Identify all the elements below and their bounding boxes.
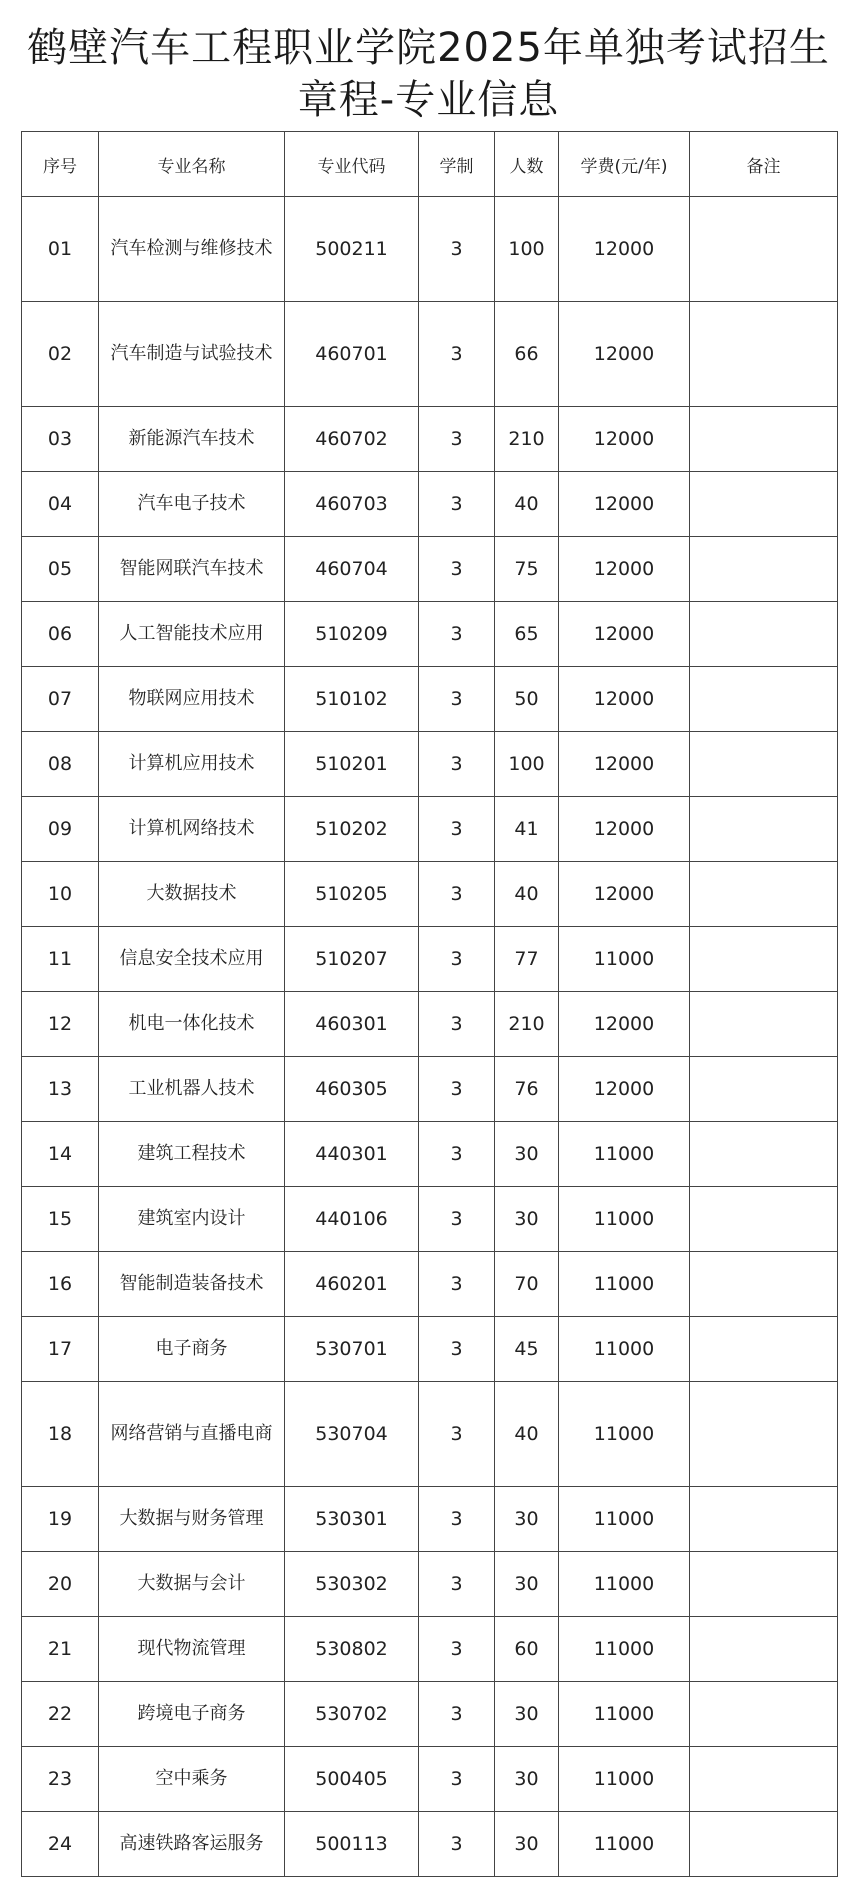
cell-fee: 11000 xyxy=(559,1552,690,1617)
cell-count: 60 xyxy=(495,1617,559,1682)
cell-major-name: 汽车制造与试验技术 xyxy=(99,302,285,407)
cell-fee: 12000 xyxy=(559,407,690,472)
cell-note xyxy=(690,602,838,667)
cell-major-name: 大数据技术 xyxy=(99,862,285,927)
cell-major-code: 460701 xyxy=(285,302,419,407)
cell-major-name: 网络营销与直播电商 xyxy=(99,1382,285,1487)
cell-years: 3 xyxy=(419,197,495,302)
cell-major-code: 530802 xyxy=(285,1617,419,1682)
cell-no: 16 xyxy=(22,1252,99,1317)
cell-note xyxy=(690,797,838,862)
table-row xyxy=(22,1552,838,1617)
cell-no: 07 xyxy=(22,667,99,732)
cell-major-name: 现代物流管理 xyxy=(99,1617,285,1682)
cell-years: 3 xyxy=(419,862,495,927)
cell-years: 3 xyxy=(419,1252,495,1317)
cell-count: 30 xyxy=(495,1187,559,1252)
header-no: 序号 xyxy=(22,132,99,197)
cell-no: 06 xyxy=(22,602,99,667)
cell-fee: 11000 xyxy=(559,1382,690,1487)
cell-fee: 12000 xyxy=(559,667,690,732)
cell-years: 3 xyxy=(419,1552,495,1617)
cell-major-code: 460704 xyxy=(285,537,419,602)
cell-no: 13 xyxy=(22,1057,99,1122)
table-row xyxy=(22,302,838,407)
cell-major-name: 智能制造装备技术 xyxy=(99,1252,285,1317)
cell-note xyxy=(690,537,838,602)
cell-count: 75 xyxy=(495,537,559,602)
page-title-line-1: 鹤壁汽车工程职业学院2025年单独考试招生 xyxy=(27,25,830,71)
cell-count: 40 xyxy=(495,472,559,537)
cell-note xyxy=(690,992,838,1057)
cell-major-code: 510205 xyxy=(285,862,419,927)
cell-years: 3 xyxy=(419,302,495,407)
cell-note xyxy=(690,1747,838,1812)
table-row xyxy=(22,1252,838,1317)
cell-fee: 12000 xyxy=(559,732,690,797)
table-row xyxy=(22,992,838,1057)
cell-no: 17 xyxy=(22,1317,99,1382)
cell-major-code: 500113 xyxy=(285,1812,419,1877)
cell-fee: 12000 xyxy=(559,302,690,407)
cell-count: 76 xyxy=(495,1057,559,1122)
cell-major-code: 510201 xyxy=(285,732,419,797)
cell-note xyxy=(690,1252,838,1317)
cell-major-code: 460301 xyxy=(285,992,419,1057)
cell-no: 18 xyxy=(22,1382,99,1487)
cell-years: 3 xyxy=(419,1617,495,1682)
cell-note xyxy=(690,732,838,797)
cell-count: 50 xyxy=(495,667,559,732)
cell-major-name: 物联网应用技术 xyxy=(99,667,285,732)
cell-major-code: 530702 xyxy=(285,1682,419,1747)
table-row xyxy=(22,197,838,302)
cell-no: 12 xyxy=(22,992,99,1057)
cell-no: 19 xyxy=(22,1487,99,1552)
table-row xyxy=(22,862,838,927)
cell-count: 30 xyxy=(495,1552,559,1617)
table-row xyxy=(22,1617,838,1682)
cell-fee: 12000 xyxy=(559,1057,690,1122)
header-years: 学制 xyxy=(419,132,495,197)
cell-note xyxy=(690,1317,838,1382)
cell-major-name: 汽车检测与维修技术 xyxy=(99,197,285,302)
cell-fee: 11000 xyxy=(559,1747,690,1812)
cell-fee: 12000 xyxy=(559,862,690,927)
table-row xyxy=(22,602,838,667)
cell-major-name: 计算机网络技术 xyxy=(99,797,285,862)
header-note: 备注 xyxy=(690,132,838,197)
cell-major-name: 信息安全技术应用 xyxy=(99,927,285,992)
cell-major-code: 460702 xyxy=(285,407,419,472)
cell-fee: 11000 xyxy=(559,1617,690,1682)
cell-fee: 12000 xyxy=(559,197,690,302)
cell-years: 3 xyxy=(419,472,495,537)
cell-fee: 11000 xyxy=(559,1682,690,1747)
cell-years: 3 xyxy=(419,407,495,472)
cell-major-name: 大数据与财务管理 xyxy=(99,1487,285,1552)
cell-count: 66 xyxy=(495,302,559,407)
cell-major-code: 510207 xyxy=(285,927,419,992)
cell-count: 30 xyxy=(495,1487,559,1552)
cell-major-name: 电子商务 xyxy=(99,1317,285,1382)
cell-count: 65 xyxy=(495,602,559,667)
cell-years: 3 xyxy=(419,797,495,862)
cell-major-code: 460703 xyxy=(285,472,419,537)
cell-major-code: 530302 xyxy=(285,1552,419,1617)
cell-years: 3 xyxy=(419,1682,495,1747)
cell-major-name: 机电一体化技术 xyxy=(99,992,285,1057)
cell-count: 41 xyxy=(495,797,559,862)
cell-major-code: 460305 xyxy=(285,1057,419,1122)
cell-no: 09 xyxy=(22,797,99,862)
header-major-name: 专业名称 xyxy=(99,132,285,197)
cell-major-code: 440106 xyxy=(285,1187,419,1252)
cell-years: 3 xyxy=(419,602,495,667)
table-row xyxy=(22,1317,838,1382)
cell-note xyxy=(690,302,838,407)
cell-no: 10 xyxy=(22,862,99,927)
cell-major-name: 智能网联汽车技术 xyxy=(99,537,285,602)
cell-years: 3 xyxy=(419,667,495,732)
cell-major-name: 新能源汽车技术 xyxy=(99,407,285,472)
cell-years: 3 xyxy=(419,1487,495,1552)
cell-note xyxy=(690,1617,838,1682)
cell-fee: 11000 xyxy=(559,1122,690,1187)
cell-no: 14 xyxy=(22,1122,99,1187)
cell-no: 23 xyxy=(22,1747,99,1812)
majors-table xyxy=(21,131,838,1877)
table-row xyxy=(22,1812,838,1877)
cell-count: 45 xyxy=(495,1317,559,1382)
cell-count: 40 xyxy=(495,1382,559,1487)
cell-no: 11 xyxy=(22,927,99,992)
table-row xyxy=(22,1487,838,1552)
cell-major-name: 高速铁路客运服务 xyxy=(99,1812,285,1877)
cell-note xyxy=(690,1382,838,1487)
cell-count: 30 xyxy=(495,1812,559,1877)
cell-major-name: 大数据与会计 xyxy=(99,1552,285,1617)
cell-years: 3 xyxy=(419,1382,495,1487)
table-row xyxy=(22,537,838,602)
cell-note xyxy=(690,1057,838,1122)
cell-count: 30 xyxy=(495,1122,559,1187)
cell-major-code: 510202 xyxy=(285,797,419,862)
cell-major-name: 汽车电子技术 xyxy=(99,472,285,537)
table-row xyxy=(22,1747,838,1812)
cell-note xyxy=(690,862,838,927)
table-body xyxy=(22,197,838,1877)
cell-major-name: 计算机应用技术 xyxy=(99,732,285,797)
cell-note xyxy=(690,472,838,537)
table-row xyxy=(22,797,838,862)
table-row xyxy=(22,472,838,537)
cell-count: 210 xyxy=(495,992,559,1057)
cell-no: 20 xyxy=(22,1552,99,1617)
cell-no: 02 xyxy=(22,302,99,407)
cell-major-code: 460201 xyxy=(285,1252,419,1317)
cell-major-name: 建筑工程技术 xyxy=(99,1122,285,1187)
table-row xyxy=(22,732,838,797)
cell-major-name: 建筑室内设计 xyxy=(99,1187,285,1252)
cell-major-name: 跨境电子商务 xyxy=(99,1682,285,1747)
cell-note xyxy=(690,1682,838,1747)
cell-no: 21 xyxy=(22,1617,99,1682)
header-count: 人数 xyxy=(495,132,559,197)
header-fee: 学费(元/年) xyxy=(559,132,690,197)
table-row xyxy=(22,1057,838,1122)
cell-no: 01 xyxy=(22,197,99,302)
cell-note xyxy=(690,1552,838,1617)
cell-count: 100 xyxy=(495,197,559,302)
cell-fee: 12000 xyxy=(559,537,690,602)
table-row xyxy=(22,927,838,992)
cell-years: 3 xyxy=(419,927,495,992)
cell-fee: 11000 xyxy=(559,927,690,992)
cell-fee: 11000 xyxy=(559,1252,690,1317)
cell-fee: 12000 xyxy=(559,992,690,1057)
cell-no: 05 xyxy=(22,537,99,602)
cell-note xyxy=(690,1487,838,1552)
page-title-line-2: 章程-专业信息 xyxy=(297,77,560,123)
cell-fee: 11000 xyxy=(559,1317,690,1382)
cell-note xyxy=(690,407,838,472)
cell-major-code: 530704 xyxy=(285,1382,419,1487)
header-major-code: 专业代码 xyxy=(285,132,419,197)
table-row xyxy=(22,1382,838,1487)
cell-major-code: 440301 xyxy=(285,1122,419,1187)
cell-years: 3 xyxy=(419,537,495,602)
cell-fee: 12000 xyxy=(559,797,690,862)
cell-no: 04 xyxy=(22,472,99,537)
cell-no: 24 xyxy=(22,1812,99,1877)
cell-count: 70 xyxy=(495,1252,559,1317)
cell-fee: 11000 xyxy=(559,1812,690,1877)
cell-note xyxy=(690,197,838,302)
table-row xyxy=(22,667,838,732)
table-header-row xyxy=(22,132,838,197)
table-row xyxy=(22,1187,838,1252)
cell-no: 08 xyxy=(22,732,99,797)
cell-count: 100 xyxy=(495,732,559,797)
cell-count: 40 xyxy=(495,862,559,927)
cell-fee: 12000 xyxy=(559,472,690,537)
cell-major-code: 500405 xyxy=(285,1747,419,1812)
cell-years: 3 xyxy=(419,1747,495,1812)
cell-fee: 11000 xyxy=(559,1187,690,1252)
cell-years: 3 xyxy=(419,1057,495,1122)
cell-major-name: 人工智能技术应用 xyxy=(99,602,285,667)
cell-note xyxy=(690,667,838,732)
cell-fee: 12000 xyxy=(559,602,690,667)
table-row xyxy=(22,1122,838,1187)
cell-major-code: 510209 xyxy=(285,602,419,667)
cell-no: 15 xyxy=(22,1187,99,1252)
cell-years: 3 xyxy=(419,992,495,1057)
cell-note xyxy=(690,927,838,992)
cell-major-code: 500211 xyxy=(285,197,419,302)
cell-count: 77 xyxy=(495,927,559,992)
page-title xyxy=(0,22,857,126)
table-row xyxy=(22,1682,838,1747)
cell-years: 3 xyxy=(419,1812,495,1877)
cell-count: 30 xyxy=(495,1747,559,1812)
cell-years: 3 xyxy=(419,1317,495,1382)
cell-major-name: 工业机器人技术 xyxy=(99,1057,285,1122)
cell-note xyxy=(690,1122,838,1187)
cell-major-code: 510102 xyxy=(285,667,419,732)
cell-no: 03 xyxy=(22,407,99,472)
cell-years: 3 xyxy=(419,732,495,797)
cell-years: 3 xyxy=(419,1122,495,1187)
cell-no: 22 xyxy=(22,1682,99,1747)
cell-years: 3 xyxy=(419,1187,495,1252)
table-row xyxy=(22,407,838,472)
cell-major-code: 530701 xyxy=(285,1317,419,1382)
cell-count: 210 xyxy=(495,407,559,472)
cell-fee: 11000 xyxy=(559,1487,690,1552)
cell-major-code: 530301 xyxy=(285,1487,419,1552)
cell-note xyxy=(690,1187,838,1252)
cell-major-name: 空中乘务 xyxy=(99,1747,285,1812)
cell-count: 30 xyxy=(495,1682,559,1747)
cell-note xyxy=(690,1812,838,1877)
